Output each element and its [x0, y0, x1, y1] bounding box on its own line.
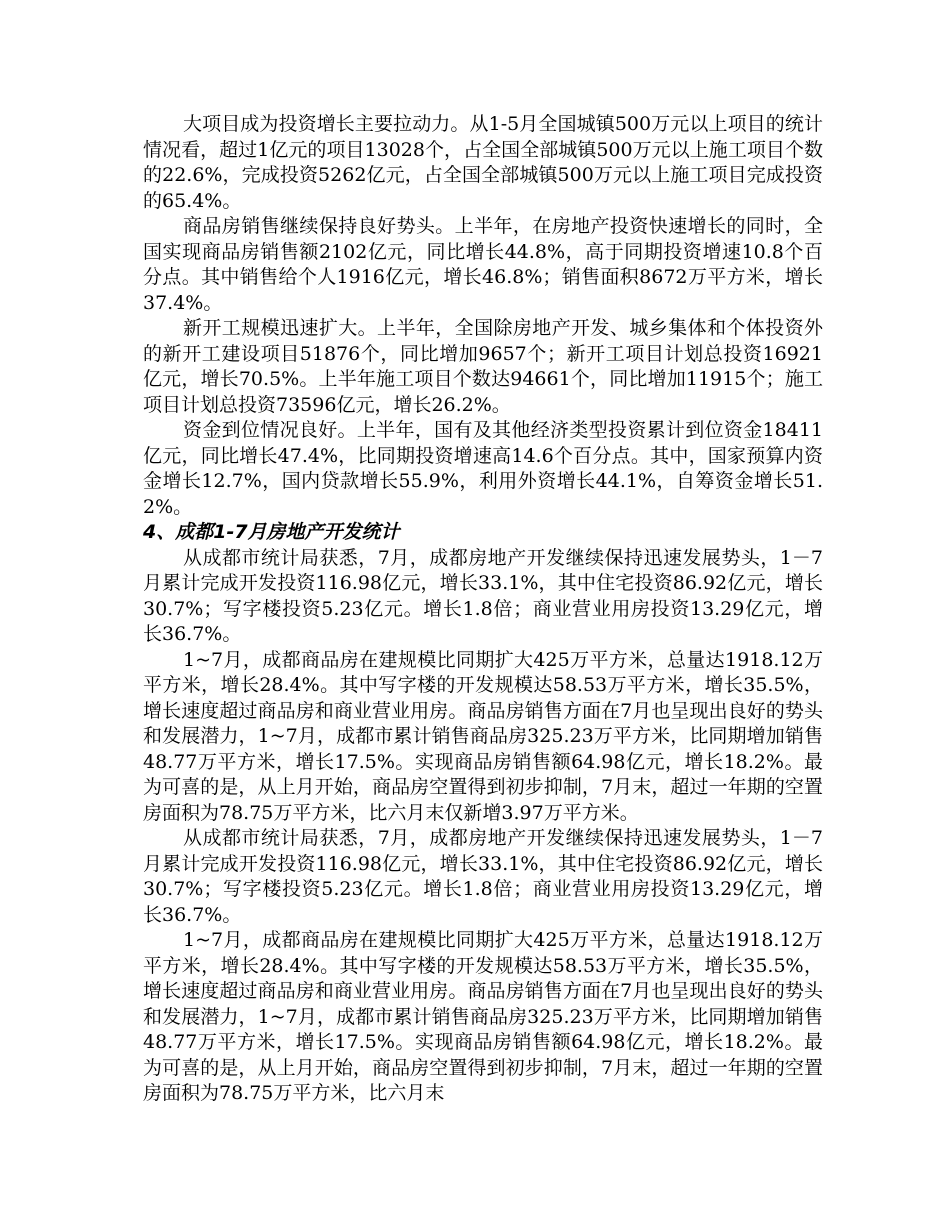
paragraph-chengdu-scale-sales: 1~7月，成都商品房在建规模比同期扩大425万平方米，总量达1918.12万平方米，增长28.4%。其中写字楼的开发规模达58.53万平方米，增长35.5%，增长速度超过商品房和商业营业用房。商品房销售方面在7月也呈现出良好的势头和发展潜力，1~7月，成都市累计销售商品房325.23万平方米，比同期增加销售48.77万平方米，增长17.5%。实现商品房销售额64.98亿元，增长18.2%。最为可喜的是，从上月开始，商品房空置得到初步抑制，7月末，超过一年期的空置房面积为78.75万平方米，比六月末仅新增3.97万平方米。 [143, 648, 823, 824]
paragraph-chengdu-investment: 从成都市统计局获悉，7月，成都房地产开发继续保持迅速发展势头，1－7月累计完成开发投资116.98亿元，增长33.1%，其中住宅投资86.92亿元，增长30.7%；写字楼投资5.23亿元。增长1.8倍；商业营业用房投资13.29亿元，增长36.7%。 [143, 546, 823, 645]
paragraph-major-projects: 大项目成为投资增长主要拉动力。从1-5月全国城镇500万元以上项目的统计情况看，超过1亿元的项目13028个，占全国全部城镇500万元以上施工项目个数的22.6%，完成投资5262亿元，占全国全部城镇500万元以上施工项目完成投资的65.4%。 [143, 113, 823, 212]
paragraph-new-construction: 新开工规模迅速扩大。上半年，全国除房地产开发、城乡集体和个体投资外的新开工建设项目51876个，同比增加9657个；新开工项目计划总投资16921亿元，增长70.5%。上半年施工项目个数达94661个，同比增加11915个；施工项目计划总投资73596亿元，增长26.2%。 [143, 317, 823, 416]
paragraph-chengdu-scale-sales-repeat: 1~7月，成都商品房在建规模比同期扩大425万平方米，总量达1918.12万平方米，增长28.4%。其中写字楼的开发规模达58.53万平方米，增长35.5%，增长速度超过商品房和商业营业用房。商品房销售方面在7月也呈现出良好的势头和发展潜力，1~7月，成都市累计销售商品房325.23万平方米，比同期增加销售48.77万平方米，增长17.5%。实现商品房销售额64.98亿元，增长18.2%。最为可喜的是，从上月开始，商品房空置得到初步抑制，7月末，超过一年期的空置房面积为78.75万平方米，比六月末 [143, 929, 823, 1104]
paragraph-housing-sales: 商品房销售继续保持良好势头。上半年，在房地产投资快速增长的同时，全国实现商品房销售额2102亿元，同比增长44.8%，高于同期投资增速10.8个百分点。其中销售给个人1916亿元，增长46.8%；销售面积8672万平方米，增长37.4%。 [143, 215, 823, 314]
paragraph-funding: 资金到位情况良好。上半年，国有及其他经济类型投资累计到位资金18411亿元，同比增长47.4%，比同期投资增速高14.6个百分点。其中，国家预算内资金增长12.7%，国内贷款增长55.9%，利用外资增长44.1%，自筹资金增长51.2%。 [143, 419, 823, 518]
section-heading-chengdu: 4、成都1-7月房地产开发统计 [143, 521, 400, 543]
document-body [143, 112, 823, 1107]
paragraph-chengdu-investment-repeat: 从成都市统计局获悉，7月，成都房地产开发继续保持迅速发展势头，1－7月累计完成开发投资116.98亿元，增长33.1%，其中住宅投资86.92亿元，增长30.7%；写字楼投资5.23亿元。增长1.8倍；商业营业用房投资13.29亿元，增长36.7%。 [143, 827, 823, 926]
